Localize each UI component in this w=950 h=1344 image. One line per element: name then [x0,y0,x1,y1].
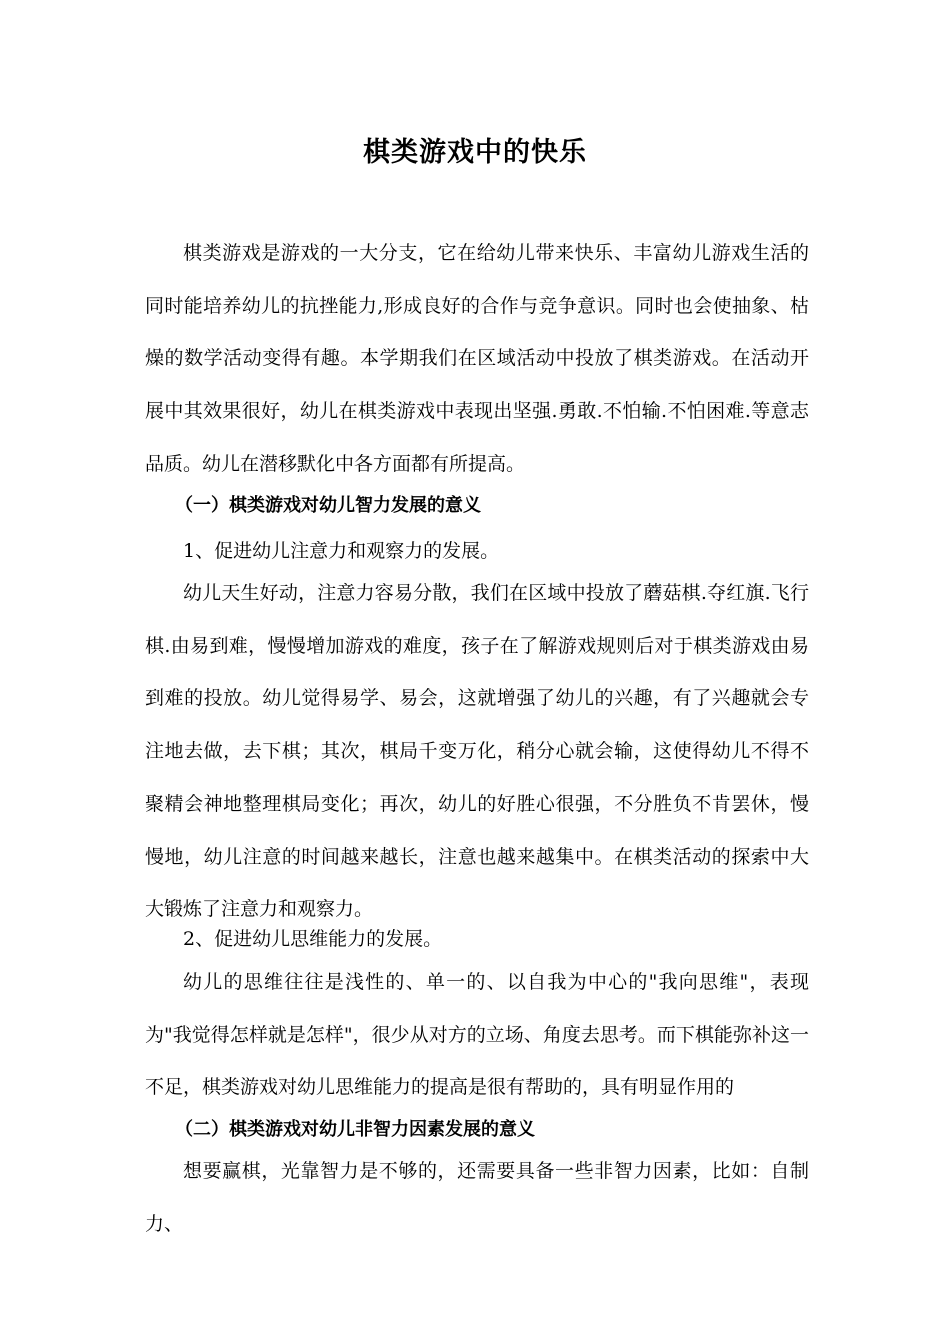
intro-paragraph: 棋类游戏是游戏的一大分支，它在给幼儿带来快乐、丰富幼儿游戏生活的同时能培养幼儿的抗挫能力,形成良好的合作与竞争意识。同时也会使抽象、枯燥的数学活动变得有趣。本学期我们在区域活动中投放了棋类游戏。在活动开展中其效果很好，幼儿在棋类游戏中表现出坚强.勇敢.不怕输.不怕困难.等意志品质。幼儿在潜移默化中各方面都有所提高。 [145,242,809,475]
item-1-paragraph: 幼儿天生好动，注意力容易分散，我们在区域中投放了蘑菇棋.夺红旗.飞行棋.由易到难，慢慢增加游戏的难度，孩子在了解游戏规则后对于棋类游戏由易到难的投放。幼儿觉得易学、易会，这就增强了幼儿的兴趣，有了兴趣就会专注地去做，去下棋；其次，棋局千变万化，稍分心就会输，这使得幼儿不得不聚精会神地整理棋局变化；再次，幼儿的好胜心很强，不分胜负不肯罢休，慢慢地，幼儿注意的时间越来越长，注意也越来越集中。在棋类活动的探索中大大锻炼了注意力和观察力。 [145,582,809,921]
section-heading-2: （二）棋类游戏对幼儿非智力因素发展的意义 [175,1119,535,1140]
section-2-paragraph: 想要赢棋，光靠智力是不够的，还需要具备一些非智力因素，比如：自制力、 [145,1160,809,1235]
item-heading-2: 2、促进幼儿思维能力的发展。 [183,928,443,950]
section-heading-1: （一）棋类游戏对幼儿智力发展的意义 [175,495,481,516]
item-heading-1: 1、促进幼儿注意力和观察力的发展。 [183,540,500,562]
item-2-paragraph: 幼儿的思维往往是浅性的、单一的、以自我为中心的"我向思维"，表现为"我觉得怎样就是怎样"，很少从对方的立场、角度去思考。而下棋能弥补这一不足，棋类游戏对幼儿思维能力的提高是很有帮助的，具有明显作用的 [145,971,809,1099]
document-title: 棋类游戏中的快乐 [363,137,587,168]
